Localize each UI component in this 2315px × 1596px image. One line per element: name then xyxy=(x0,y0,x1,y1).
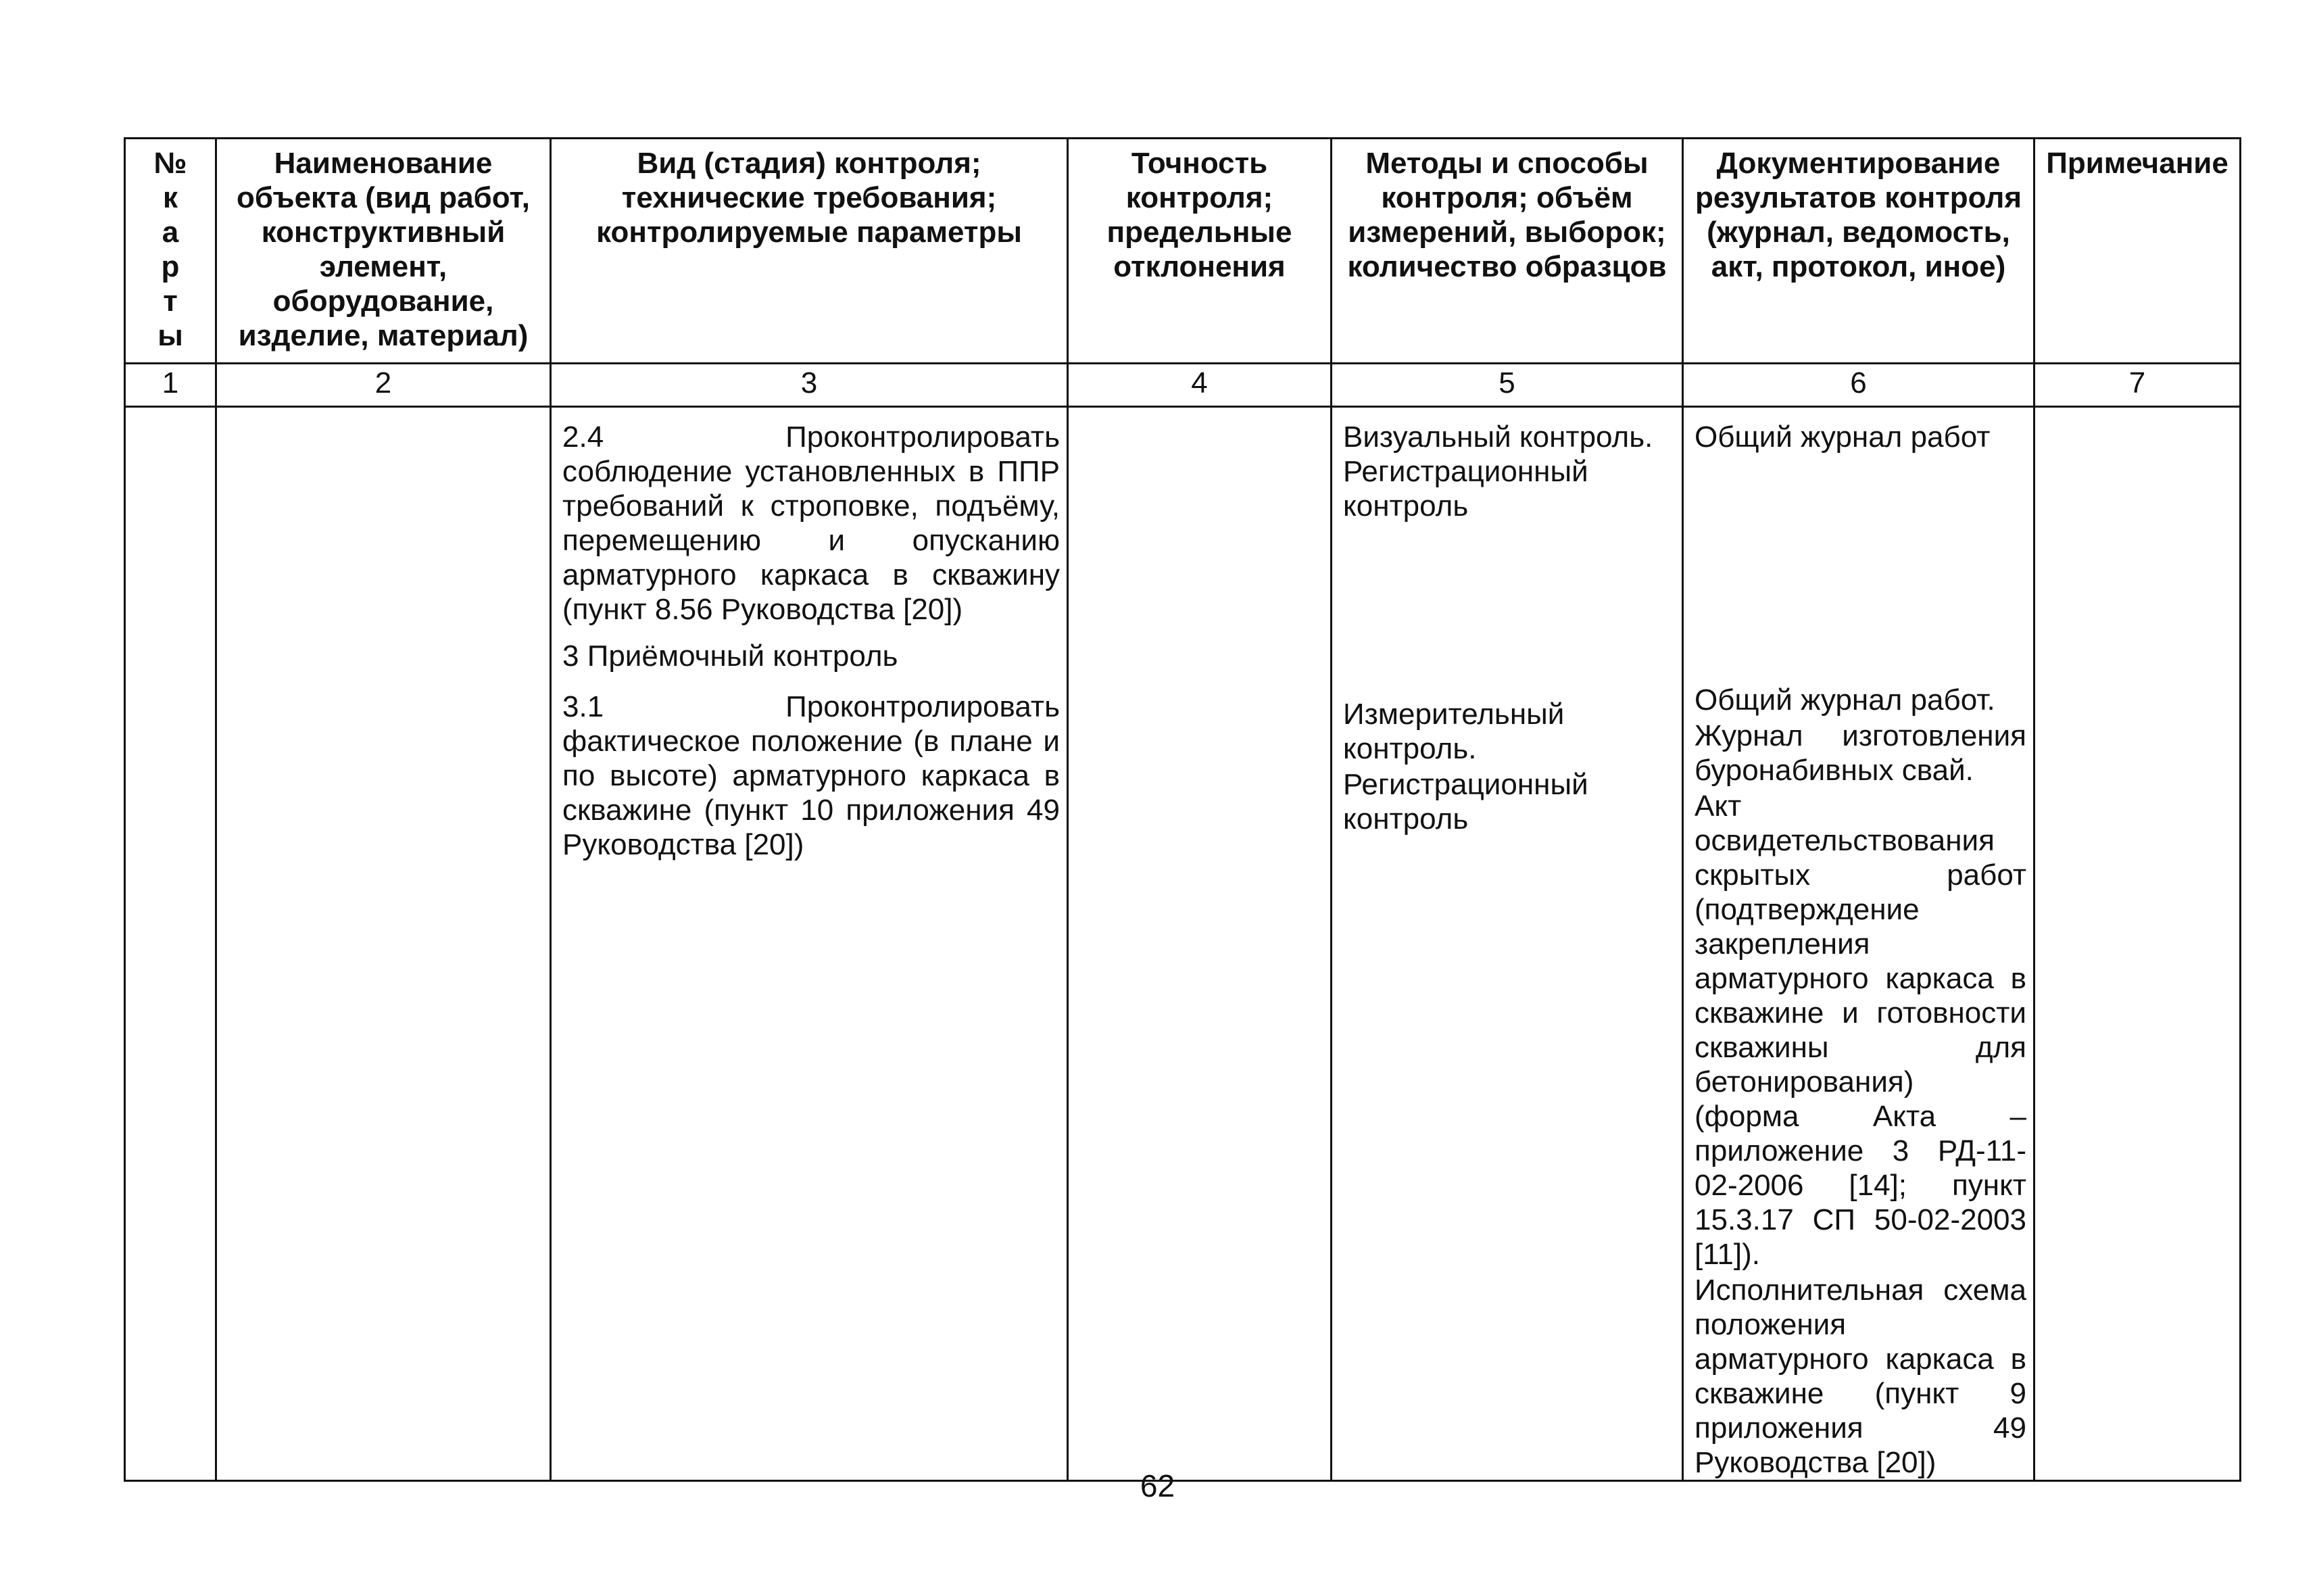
column-number: 6 xyxy=(1683,364,2034,407)
header-control-type: Вид (стадия) контроля; технические требования; контролируемые параметры xyxy=(551,139,1068,364)
documentation-item: Общий журнал работ. xyxy=(1695,683,1995,717)
column-number: 5 xyxy=(1332,364,1683,407)
object-name-cell xyxy=(216,407,551,1481)
header-card-no: № к а р т ы xyxy=(125,139,216,364)
control-item: 3.1 Проконтролировать фактическое положение (в плане и по высоте) арматурного каркаса в скважине (пункт 10 приложения 49 Руководства [20]) xyxy=(562,690,1060,861)
methods-cell xyxy=(1332,407,1683,1481)
documentation-cell xyxy=(1683,407,2034,1481)
control-stage-heading: 3 Приёмочный контроль xyxy=(562,639,898,673)
header-methods: Методы и способы контроля; объём измерений, выборок; количество образцов xyxy=(1332,139,1683,364)
column-number-row xyxy=(125,364,2241,407)
column-number: 2 xyxy=(216,364,551,407)
header-documentation: Документирование результатов контроля (журнал, ведомость, акт, протокол, иное) xyxy=(1683,139,2034,364)
documentation-item: Общий журнал работ xyxy=(1695,420,1991,454)
header-accuracy: Точность контроля; предельные отклонения xyxy=(1068,139,1332,364)
control-type-cell xyxy=(551,407,1068,1481)
method-item: Визуальный контроль. xyxy=(1343,420,1653,454)
page-number: 62 xyxy=(1140,1468,1175,1503)
card-no-cell xyxy=(125,407,216,1481)
header-note: Примечание xyxy=(2034,139,2241,364)
documentation-item: Исполнительная схема положения арматурного каркаса в скважине (пункт 9 приложения 49 Руководства [20]) xyxy=(1695,1274,2026,1479)
table-row xyxy=(125,407,2241,1481)
note-cell xyxy=(2034,407,2241,1481)
method-item: Измерительный контроль. xyxy=(1343,698,1565,765)
documentation-item: Журнал изготовления буронабивных свай. xyxy=(1695,719,2026,787)
column-number: 3 xyxy=(551,364,1068,407)
method-item: Регистрационный контроль xyxy=(1343,768,1588,836)
control-table xyxy=(124,137,2241,1482)
method-item: Регистрационный контроль xyxy=(1343,455,1588,523)
column-number: 1 xyxy=(125,364,216,407)
documentation-item: Акт освидетельствования скрытых работ (подтверждение закрепления арматурного каркаса в скважине и готовности скважины для бетонирования) (форма Акта – приложение 3 РД-11-02-2006 [14]; пункт 15.3.17 СП 50-02-2003 [11]). xyxy=(1695,790,2026,1271)
accuracy-cell xyxy=(1068,407,1332,1481)
header-row xyxy=(125,139,2241,364)
control-item: 2.4 Проконтролировать соблюдение установленных в ППР требований к строповке, подъёму, перемещению и опусканию арматурного каркаса в скважину (пункт 8.56 Руководства [20]) xyxy=(562,420,1060,626)
header-object-name: Наименование объекта (вид работ, конструктивный элемент, оборудование, изделие, материал) xyxy=(216,139,551,364)
column-number: 4 xyxy=(1068,364,1332,407)
column-number: 7 xyxy=(2034,364,2241,407)
